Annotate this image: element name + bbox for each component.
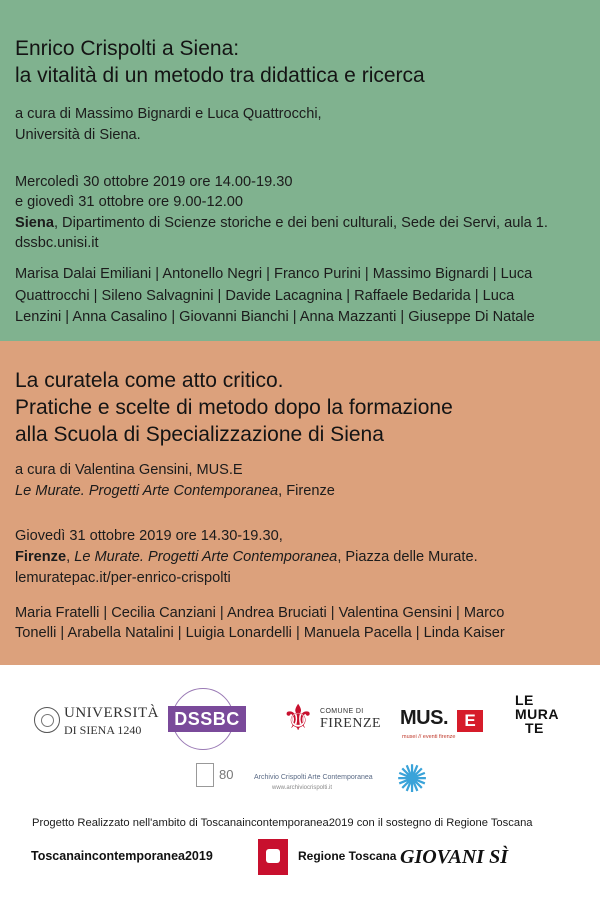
- star-burst-icon: ✺: [396, 759, 428, 801]
- event2-date-line1: Giovedì 31 ottobre 2019 ore 14.30-19.30,: [15, 528, 283, 544]
- event2-title-line1: La curatela come atto critico.: [15, 369, 284, 392]
- event1-speakers-line3: Lenzini | Anna Casalino | Giovanni Bianchi | Anna Mazzanti | Giuseppe Di Natale: [15, 309, 535, 325]
- event2-title-line2: Pratiche e scelte di metodo dopo la formazione: [15, 396, 453, 419]
- event1-url: dssbc.unisi.it: [15, 235, 99, 251]
- dssbc-logo: [166, 688, 250, 750]
- event2-url: lemuratepac.it/per-enrico-crispolti: [15, 570, 231, 586]
- event2-title-line3: alla Scuola di Specializzazione di Siena: [15, 423, 384, 446]
- archivio-name: Archivio Crispolti Arte Contemporanea: [254, 774, 373, 781]
- giovani-si-logo: GIOVANI SÌ: [400, 846, 508, 868]
- event1-venue-city: Siena: [15, 215, 54, 231]
- event1-venue-rest: , Dipartimento di Scienze storiche e dei beni culturali, Sede dei Servi, aula 1.: [53, 215, 548, 231]
- regione-toscana-logo: [258, 839, 397, 877]
- event2-curators-city: , Firenze: [278, 483, 335, 499]
- event1-title-line1: Enrico Crispolti a Siena:: [15, 37, 240, 60]
- muse-logo: [400, 707, 490, 743]
- event2-curators-venue: Le Murate. Progetti Arte Contemporanea: [15, 483, 279, 499]
- archivio-url: www.archiviocrispolti.it: [272, 785, 333, 791]
- muse-subtitle: musei // eventi firenze: [402, 734, 456, 740]
- event1-date-line2: e giovedì 31 ottobre ore 9.00-12.00: [15, 194, 243, 210]
- unisi-seal-icon: [34, 707, 60, 733]
- event2-venue-tail: , Piazza delle Murate.: [337, 549, 478, 565]
- event1-date-line1: Mercoledì 30 ottobre 2019 ore 14.00-19.30: [15, 174, 293, 190]
- toscanaincontemporanea-logo: Toscanaincontemporanea2019: [31, 849, 213, 863]
- murate-line3: TE: [525, 720, 544, 736]
- event1-venue: [15, 213, 548, 234]
- firenze-label: FIRENZE: [320, 716, 382, 731]
- project-credit-text: Progetto Realizzato nell'ambito di Toscanaincontemporanea2019 con il sostegno di Regione Toscana: [32, 817, 533, 829]
- archivio-crispolti-logo: [254, 774, 384, 796]
- event2-venue-city: Firenze: [15, 549, 67, 565]
- event2-curators-line2: [15, 481, 335, 502]
- event2-speakers-line2: Tonelli | Arabella Natalini | Luigia Lonardelli | Manuela Pacella | Linda Kaiser: [15, 625, 505, 641]
- firenze-small-label: COMUNE DI: [320, 708, 364, 715]
- pegasus-flag-icon: [258, 839, 288, 875]
- florence-lily-icon: ⚜: [282, 697, 315, 738]
- le-murate-logo: [515, 693, 567, 747]
- event1-speakers-line1: Marisa Dalai Emiliani | Antonello Negri | Franco Purini | Massimo Bignardi | Luca: [15, 266, 533, 282]
- event2-venue-name: Le Murate. Progetti Arte Contemporanea: [74, 549, 338, 565]
- event2-curators-line1: a cura di Valentina Gensini, MUS.E: [15, 462, 243, 478]
- comune-firenze-logo: [282, 698, 380, 750]
- studio-80-number: 80: [219, 767, 234, 782]
- regione-toscana-label: Regione Toscana: [298, 849, 397, 863]
- murate-line1: LE: [515, 692, 534, 708]
- muse-box-letter: E: [457, 710, 483, 732]
- event1-title-line2: la vitalità di un metodo tra didattica e ricerca: [15, 64, 425, 87]
- event2-venue-sep: ,: [66, 549, 75, 565]
- unisi-line1: UNIVERSITÀ: [64, 705, 159, 721]
- muse-wordmark: MUS.: [400, 707, 448, 729]
- event1-speakers-line2: Quattrocchi | Sileno Salvagnini | Davide Lacagnina | Raffaele Bedarida | Luca: [15, 288, 515, 304]
- event2-venue: [15, 547, 478, 568]
- studio-80-logo: [196, 763, 234, 787]
- murate-line2: MURA: [515, 706, 559, 722]
- event2-speakers-line1: Maria Fratelli | Cecilia Canziani | Andrea Bruciati | Valentina Gensini | Marco: [15, 605, 505, 621]
- unisi-line2: DI SIENA 1240: [64, 723, 142, 737]
- dssbc-label: DSSBC: [168, 706, 246, 732]
- event1-curators-line1: a cura di Massimo Bignardi e Luca Quattrocchi,: [15, 106, 322, 122]
- event1-curators-line2: Università di Siena.: [15, 127, 141, 143]
- unisi-logo: [34, 702, 159, 746]
